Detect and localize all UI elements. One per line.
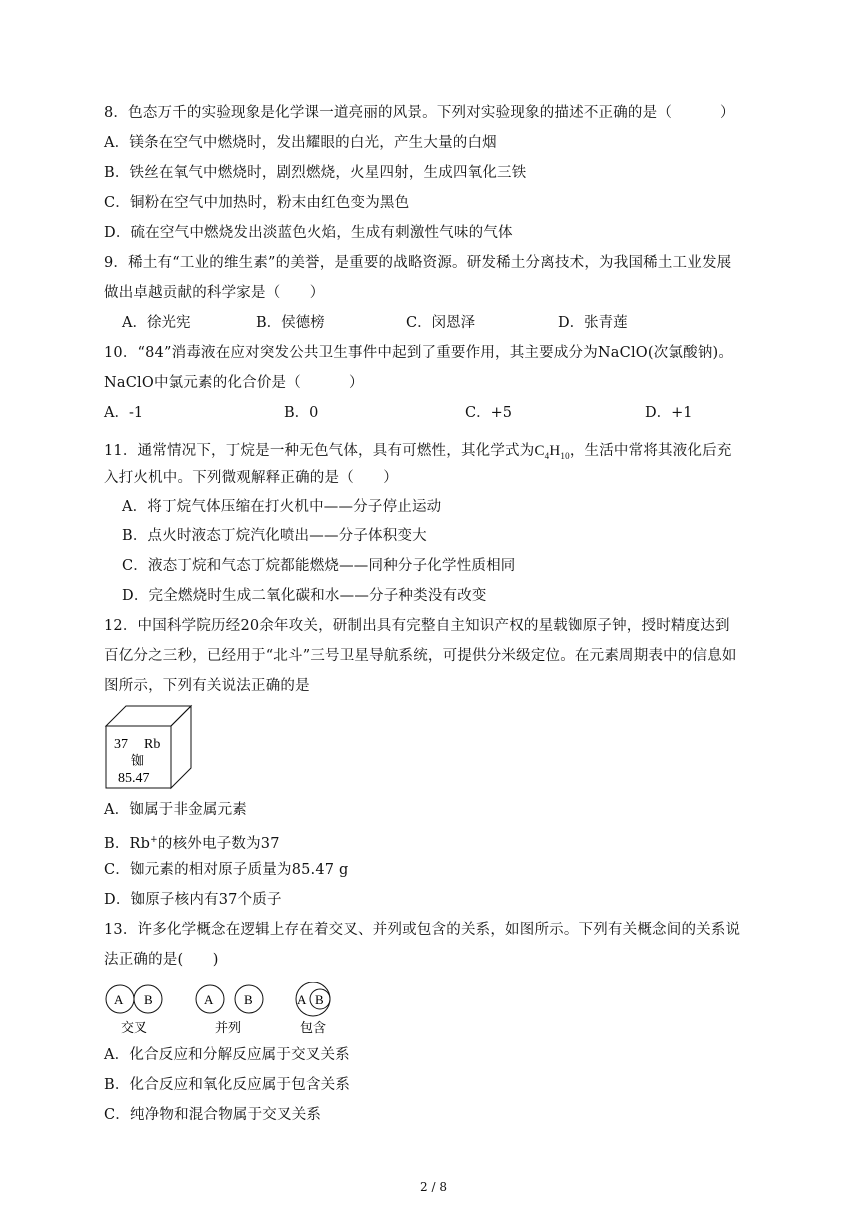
q12-option-b-rest: 的核外电子数为37 [157,835,280,852]
element-atomic-mass: 85.47 [118,771,150,786]
q8-option-b: B．铁丝在氧气中燃烧时，剧烈燃烧，火星四射，生成四氧化三铁 [104,165,527,181]
parallel-label-a: A [204,992,214,1007]
page-number: 2 / 8 [420,1180,447,1194]
q12-stem-line3: 图所示，下列有关说法正确的是 [104,678,310,694]
q13-option-c: C．纯净物和混合物属于交叉关系 [104,1107,322,1123]
q13-option-a: A．化合反应和分解反应属于交叉关系 [104,1047,350,1063]
caption-intersect: 交叉 [121,1020,148,1035]
q8-option-d: D．硫在空气中燃烧发出淡蓝色火焰，生成有刺激性气味的气体 [104,225,513,241]
q8-stem [104,103,735,123]
butane-formula [534,443,569,459]
q12-option-a: A．铷属于非金属元素 [104,802,247,818]
contain-label-a: A [297,992,307,1007]
formula-hydrogen-count: 10 [560,451,570,461]
q10-stem-line2 [104,373,364,393]
caption-parallel: 并列 [215,1020,242,1035]
q10-option-c: C．+5 [465,405,512,421]
cube-top-face [106,706,191,726]
q10-stem-line2-end: ） [348,375,364,391]
q12-option-d: D．铷原子核内有37个质子 [104,892,282,908]
q12-stem-line2: 百亿分之三秒，已经用于“北斗”三号卫星导航系统，可提供分米级定位。在元素周期表中的信息如 [104,648,737,664]
q9-option-a: A．徐光宪 [122,315,191,331]
q12-option-c: C．铷元素的相对原子质量为85.47 g [104,862,349,878]
q11-option-d: D．完全燃烧时生成二氧化碳和水——分子种类没有改变 [122,588,487,604]
formula-carbon-count: 4 [544,451,550,461]
q9-option-d: D．张青莲 [558,315,628,331]
concept-relation-diagram [104,982,344,1038]
q8-stem-end: ） [720,105,735,121]
element-atomic-number: 37 [114,737,128,752]
q9-stem-line2: 做出卓越贡献的科学家是（ ） [104,285,325,301]
caption-contain: 包含 [300,1020,327,1035]
q11-option-a: A．将丁烷气体压缩在打火机中——分子停止运动 [122,499,442,515]
q8-option-a: A．镁条在空气中燃烧时，发出耀眼的白光，产生大量的白烟 [104,135,497,151]
contain-label-b: B [315,992,324,1007]
q11-stem-line1-b: ，生活中常将其液化后充 [569,443,732,459]
q12-option-b [104,830,280,854]
cube-side-face [171,706,191,788]
q12-option-b-label: B．Rb [104,835,151,852]
q11-option-c: C．液态丁烷和气态丁烷都能燃烧——同种分子化学性质相同 [122,558,516,574]
formula-hydrogen: H [549,443,561,459]
element-symbol: Rb [144,737,161,752]
q8-stem-text: 8．色态万千的实验现象是化学课一道亮丽的风景。下列对实验现象的描述不正确的是（ [104,105,673,121]
parallel-label-b: B [244,992,253,1007]
q12-stem-line1: 12．中国科学院历经20余年攻关，研制出具有完整自主知识产权的星载铷原子钟，授时精度达到 [104,618,730,634]
formula-carbon: C [534,443,545,459]
q9-option-b: B．侯德榜 [256,315,325,331]
q13-stem-line2: 法正确的是( ) [104,952,219,968]
q10-stem-line1: 10．“84”消毒液在应对突发公共卫生事件中起到了重要作用，其主要成分为NaClO(次氯酸钠)。 [104,345,734,361]
q10-option-b: B．0 [284,405,319,421]
q11-option-b: B．点火时液态丁烷汽化喷出——分子体积变大 [122,528,427,544]
q8-option-c: C．铜粉在空气中加热时，粉末由红色变为黑色 [104,195,410,211]
q13-option-b: B．化合反应和氧化反应属于包含关系 [104,1077,351,1093]
q13-stem-line1: 13．许多化学概念在逻辑上存在着交叉、并列或包含的关系，如图所示。下列有关概念间的关系说 [104,922,741,938]
q9-option-c: C．闵恩泽 [406,315,476,331]
intersect-label-a: A [114,992,124,1007]
q9-stem-line1: 9．稀土有“工业的维生素”的美誉，是重要的战略资源。研发稀土分离技术，为我国稀土工业发展 [104,255,732,271]
q10-option-a: A．-1 [104,405,144,421]
intersect-label-b: B [144,992,153,1007]
q10-option-d: D．+1 [645,405,693,421]
q11-stem-line1-a: 11．通常情况下，丁烷是一种无色气体，具有可燃性，其化学式为 [104,443,535,459]
q12-option-b-charge: + [150,835,158,845]
q11-stem-line2: 入打火机中。下列微观解释正确的是（ ） [104,470,398,486]
q10-stem-line2-text: NaClO中氯元素的化合价是（ [104,375,301,391]
element-cell-figure [104,704,194,792]
element-name: 铷 [131,753,145,768]
q11-stem-line1 [104,441,732,466]
